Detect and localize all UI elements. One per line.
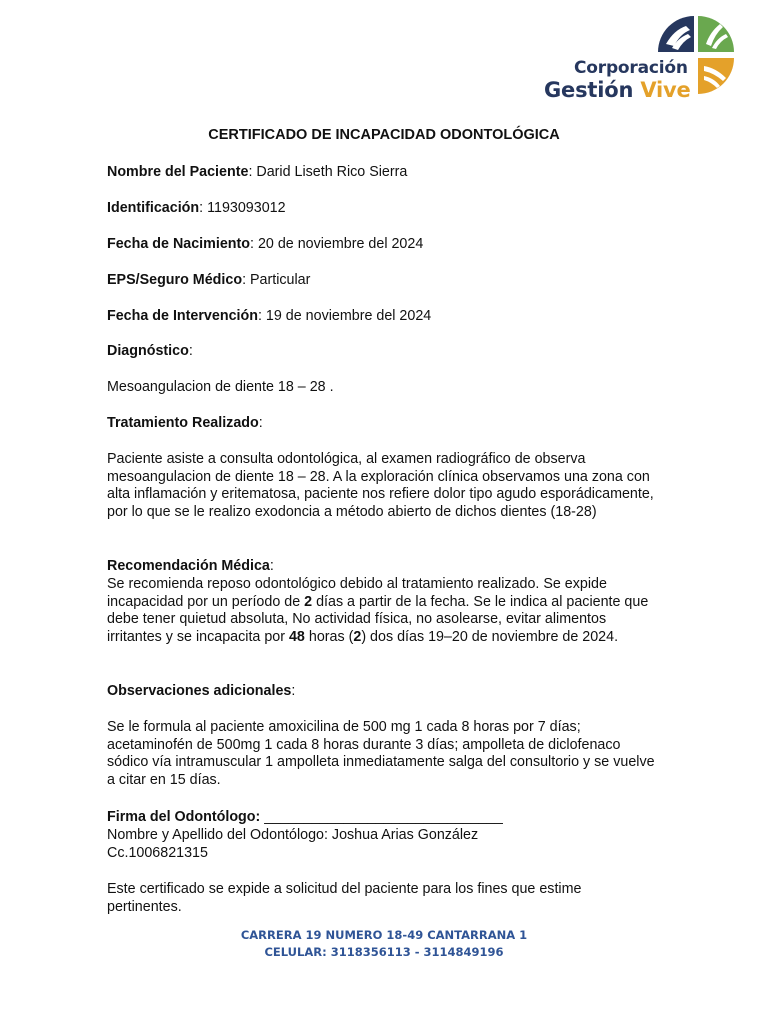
- identification-label: Identificación: [107, 200, 200, 216]
- recommendation-part3: horas (: [304, 628, 354, 645]
- logo-line1: Corporación: [574, 58, 688, 78]
- diagnosis-text: Mesoangulacion de diente 18 – 28 .: [107, 379, 334, 395]
- intervention-date-line: [107, 308, 659, 326]
- signature-blank: ______________________________: [260, 809, 503, 825]
- observations-text: Se le formula al paciente amoxicilina de 500 mg 1 cada 8 horas por 7 días; acetaminofén de 500mg 1 cada 8 horas durante 3 días; ampolleta de diclofenaco sódico vía intramuscular 1 ampolleta inmediatamente salga del consultorio y se vuelve a citar en 15 días.: [107, 719, 655, 788]
- document-title: CERTIFICADO DE INCAPACIDAD ODONTOLÓGICA: [208, 127, 560, 143]
- diagnosis-colon: :: [188, 343, 193, 359]
- signature-label: Firma del Odontólogo:: [107, 809, 261, 825]
- birth-date-value: : 20 de noviembre del 2024: [250, 236, 424, 252]
- logo-gestion: Gestión: [544, 78, 634, 102]
- company-logo: [540, 14, 740, 104]
- recommendation-days: 2: [304, 593, 313, 610]
- treatment-heading: [107, 415, 659, 433]
- recommendation-hours: 48: [288, 628, 305, 645]
- patient-name-label: Nombre del Paciente: [107, 164, 249, 180]
- eps-value: : Particular: [242, 272, 311, 288]
- treatment-text: Paciente asiste a consulta odontológica, al examen radiográfico de observa mesoangulacion de diente 18 – 28. A la exploración clínica observamos una zona con alta inflamación y eritematosa, paciente nos refiere dolor tipo agudo esporádicamente, por lo que se le realizo exodoncia a método abierto de dichos dientes (18-28): [107, 451, 654, 520]
- treatment-colon: :: [258, 415, 263, 431]
- identification-value: : 1193093012: [199, 200, 286, 216]
- recommendation-part1: Se recomienda reposo odontológico debido al tratamiento realizado. Se expide incapacidad por un período de: [107, 576, 607, 610]
- recommendation-part4: ) dos días 19–20 de noviembre de 2024.: [361, 628, 619, 645]
- recommendation-days2: 2: [353, 628, 362, 645]
- birth-date-label: Fecha de Nacimiento: [107, 236, 251, 252]
- treatment-label: Tratamiento Realizado: [107, 415, 259, 431]
- diagnosis-label: Diagnóstico: [107, 343, 189, 359]
- closing-text: Este certificado se expide a solicitud del paciente para los fines que estime pertinentes.: [107, 881, 582, 915]
- dentist-name: Nombre y Apellido del Odontólogo: Joshua Arias González: [107, 827, 479, 843]
- intervention-date-label: Fecha de Intervención: [107, 308, 258, 324]
- identification-line: [107, 200, 659, 218]
- eps-label: EPS/Seguro Médico: [107, 272, 243, 288]
- observations-heading: [107, 683, 659, 701]
- diagnosis-heading: [107, 343, 659, 361]
- logo-vive: Vive: [640, 78, 691, 102]
- patient-name-value: : Darid Liseth Rico Sierra: [248, 164, 408, 180]
- recommendation-colon: :: [269, 558, 274, 574]
- observations-label: Observaciones adicionales: [107, 683, 292, 699]
- logo-line2: [544, 78, 691, 102]
- patient-name-line: [107, 164, 659, 182]
- recommendation-text: [107, 576, 659, 646]
- recommendation-part2: días a partir de la fecha. Se le indica al paciente que debe tener quietud absoluta, No actividad física, no asolearse, evitar alimentos irritantes y se incapacita por: [107, 593, 649, 645]
- signature-line: [107, 809, 659, 827]
- eps-line: [107, 272, 659, 290]
- observations-colon: :: [291, 683, 296, 699]
- recommendation-label: Recomendación Médica: [107, 558, 270, 574]
- intervention-date-value: : 19 de noviembre del 2024: [257, 308, 432, 324]
- recommendation-heading: [107, 558, 659, 576]
- footer-address: CARRERA 19 NUMERO 18-49 CANTARRANA 1: [240, 928, 528, 942]
- footer-phone: CELULAR: 3118356113 - 3114849196: [264, 945, 504, 959]
- dentist-cc: Cc.1006821315: [107, 845, 208, 861]
- birth-date-line: [107, 236, 659, 254]
